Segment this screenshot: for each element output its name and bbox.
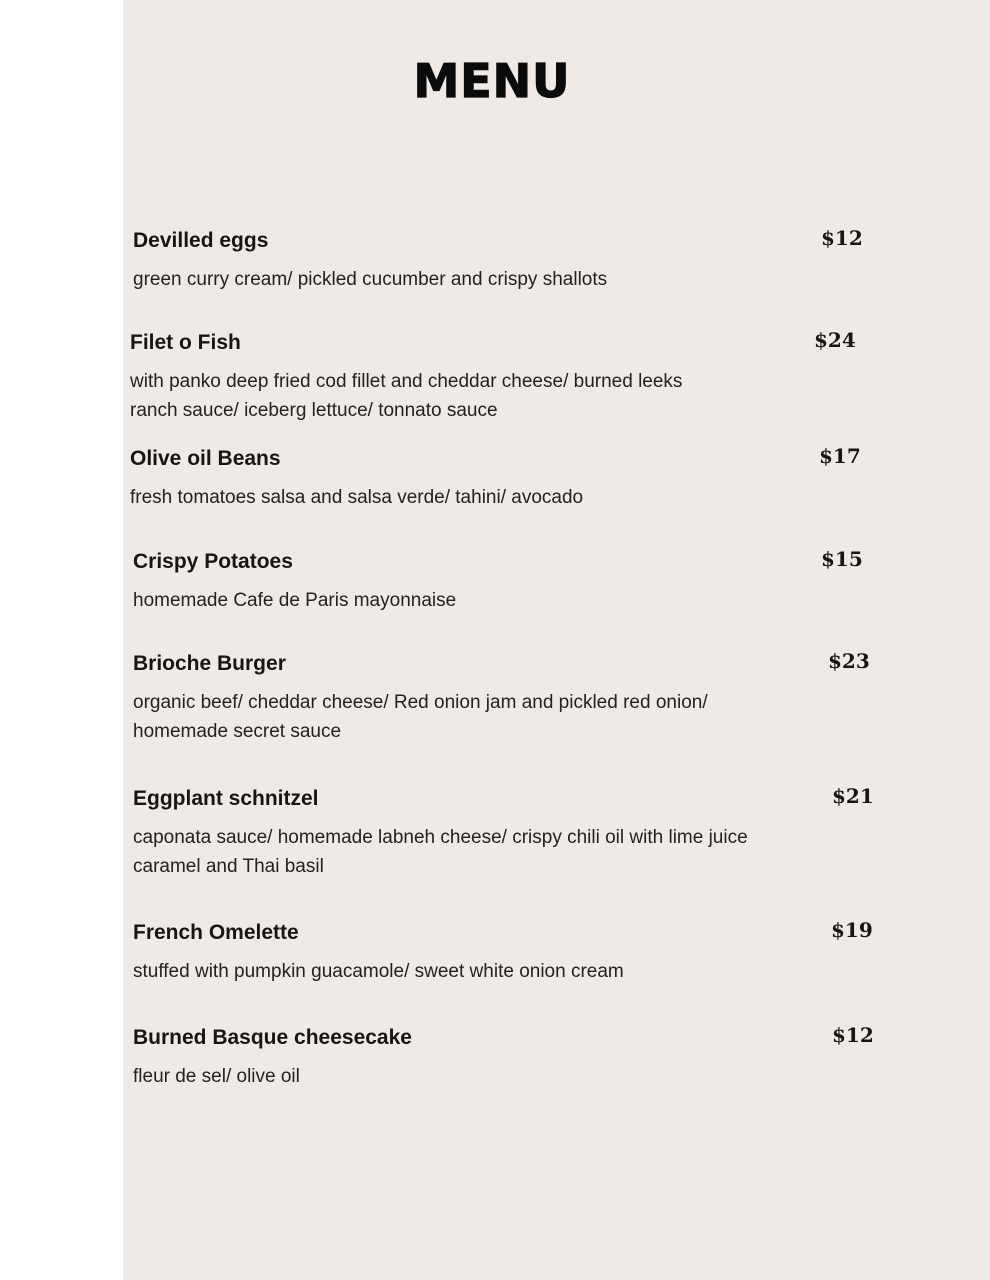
item-description: stuffed with pumpkin guacamole/ sweet white onion cream <box>133 961 624 982</box>
item-name: Crispy Potatoes <box>133 550 293 573</box>
item-name: Filet o Fish <box>130 331 241 354</box>
item-price: $24 <box>814 328 856 352</box>
item-price: $21 <box>832 784 874 808</box>
item-name: Eggplant schnitzel <box>133 787 319 810</box>
item-description: homemade Cafe de Paris mayonnaise <box>133 590 457 611</box>
item-name: Burned Basque cheesecake <box>133 1026 412 1049</box>
item-description: organic beef/ cheddar cheese/ Red onion jam and pickled red onion/ homemade secret sauce <box>133 692 708 742</box>
item-name: Olive oil Beans <box>130 447 281 470</box>
item-name: French Omelette <box>133 921 299 944</box>
item-price: $15 <box>821 547 863 571</box>
item-name: Devilled eggs <box>133 229 269 252</box>
menu-panel <box>123 0 990 1280</box>
item-description: green curry cream/ pickled cucumber and crispy shallots <box>133 269 608 290</box>
item-description: fresh tomatoes salsa and salsa verde/ tahini/ avocado <box>130 487 584 508</box>
item-price: $12 <box>821 226 863 250</box>
item-price: $23 <box>828 649 870 673</box>
item-description: with panko deep fried cod fillet and cheddar cheese/ burned leeks ranch sauce/ iceberg lettuce/ tonnato sauce <box>130 371 683 421</box>
item-price: $12 <box>832 1023 874 1047</box>
item-price: $17 <box>819 444 861 468</box>
menu-title: MENU <box>413 54 571 108</box>
item-name: Brioche Burger <box>133 652 286 675</box>
item-price: $19 <box>831 918 873 942</box>
item-description: fleur de sel/ olive oil <box>133 1066 300 1087</box>
item-description: caponata sauce/ homemade labneh cheese/ crispy chili oil with lime juice caramel and Thai basil <box>133 827 748 877</box>
